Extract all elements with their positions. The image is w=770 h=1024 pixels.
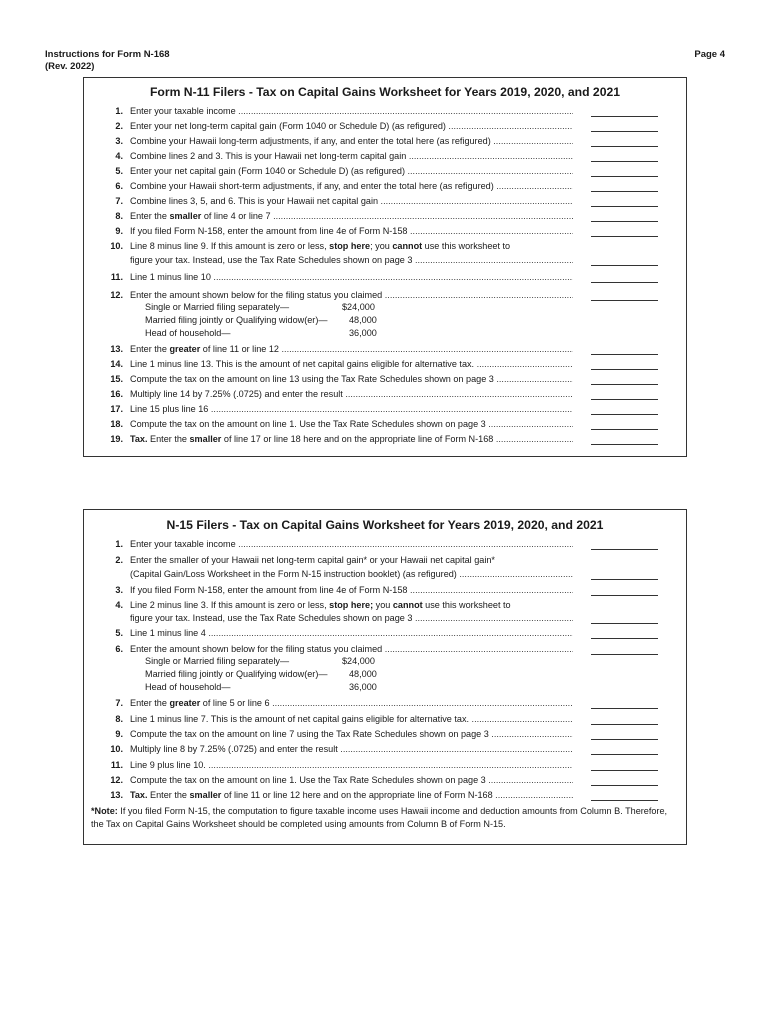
- line-text: Enter the greater of line 11 or line 12 .....: [130, 344, 573, 355]
- line-text: Enter the amount shown below for the filing status you claimed .....: [130, 644, 573, 655]
- line-number: 2.: [115, 555, 123, 565]
- line-number: 14.: [110, 359, 123, 369]
- entry-blank[interactable]: [591, 116, 658, 117]
- line-text: Multiply line 8 by 7.25% (.0725) and enter the result .....: [130, 744, 573, 755]
- filing-status-amount: $24,000: [342, 302, 375, 312]
- line-number: 4.: [115, 600, 123, 610]
- entry-blank[interactable]: [591, 384, 658, 385]
- filing-status-amount: 48,000: [349, 315, 377, 325]
- form-title: Instructions for Form N-168: [45, 49, 170, 60]
- filing-status-label: Married filing jointly or Qualifying widow(er)—: [145, 669, 328, 679]
- line-text: If you filed Form N-158, enter the amount from line 4e of Form N-158 .....: [130, 585, 573, 596]
- filing-status-label: Head of household—: [145, 328, 231, 338]
- line-text: Enter your net capital gain (Form 1040 or Schedule D) (as refigured) .....: [130, 166, 573, 177]
- entry-blank[interactable]: [591, 739, 658, 740]
- entry-blank[interactable]: [591, 785, 658, 786]
- line-text: Line 1 minus line 13. This is the amount of net capital gains eligible for alternative tax. .....: [130, 359, 573, 370]
- line-text: Line 1 minus line 7. This is the amount of net capital gains eligible for alternative tax. .....: [130, 714, 573, 725]
- line-number: 9.: [115, 729, 123, 739]
- line-number: 13.: [110, 790, 123, 800]
- filing-status-amount: 36,000: [349, 328, 377, 338]
- line-text: Line 15 plus line 16 .....: [130, 404, 573, 415]
- line-text: Combine lines 3, 5, and 6. This is your Hawaii net capital gain .....: [130, 196, 573, 207]
- filing-status-label: Single or Married filing separately—: [145, 656, 290, 666]
- entry-blank[interactable]: [591, 206, 658, 207]
- entry-blank[interactable]: [591, 221, 658, 222]
- line-text: Line 2 minus line 3. If this amount is zero or less, stop here; you cannot use this worksheet to: [130, 600, 511, 610]
- line-text: Enter your taxable income .....: [130, 106, 573, 117]
- entry-blank[interactable]: [591, 708, 658, 709]
- line-text: Combine your Hawaii short-term adjustments, if any, and enter the total here (as refigured) .....: [130, 181, 573, 192]
- line-number: 18.: [110, 419, 123, 429]
- line-number: 6.: [115, 181, 123, 191]
- line-text: figure your tax. Instead, use the Tax Rate Schedules shown on page 3 .....: [130, 613, 573, 624]
- line-number: 3.: [115, 585, 123, 595]
- entry-blank[interactable]: [591, 724, 658, 725]
- worksheet-note: [91, 805, 682, 831]
- entry-blank[interactable]: [591, 623, 658, 624]
- line-number: 11.: [110, 272, 123, 282]
- line-number: 5.: [115, 166, 123, 176]
- line-text: Line 1 minus line 4 .....: [130, 628, 573, 639]
- line-text: figure your tax. Instead, use the Tax Rate Schedules shown on page 3 .....: [130, 255, 573, 266]
- line-text: Tax. Enter the smaller of line 11 or line 12 here and on the appropriate line of Form N-168 .....: [130, 790, 573, 801]
- entry-blank[interactable]: [591, 800, 658, 801]
- line-text: Compute the tax on the amount on line 1. Use the Tax Rate Schedules shown on page 3 .....: [130, 419, 573, 430]
- entry-blank[interactable]: [591, 414, 658, 415]
- line-text: Compute the tax on the amount on line 13 using the Tax Rate Schedules shown on page 3 .....: [130, 374, 573, 385]
- filing-status-amount: $24,000: [342, 656, 375, 666]
- entry-blank[interactable]: [591, 549, 658, 550]
- entry-blank[interactable]: [591, 176, 658, 177]
- line-number: 1.: [115, 106, 123, 116]
- note-text: If you filed Form N-15, the computation to figure taxable income uses Hawaii income and deduction amounts from Column B. Therefore, the Tax on Capital Gains Worksheet should be completed using amounts from Column B of Form N-15.: [91, 806, 668, 829]
- filing-status-label: Single or Married filing separately—: [145, 302, 290, 312]
- entry-blank[interactable]: [591, 444, 658, 445]
- line-number: 4.: [115, 151, 123, 161]
- entry-blank[interactable]: [591, 638, 658, 639]
- filing-status-amount: 36,000: [349, 682, 377, 692]
- line-number: 10.: [110, 744, 123, 754]
- line-number: 13.: [110, 344, 123, 354]
- entry-blank[interactable]: [591, 654, 658, 655]
- entry-blank[interactable]: [591, 282, 658, 283]
- line-text: Enter the smaller of line 4 or line 7 .....: [130, 211, 573, 222]
- line-text: Enter your taxable income .....: [130, 539, 573, 550]
- line-text: (Capital Gain/Loss Worksheet in the Form N-15 instruction booklet) (as refigured) .....: [130, 569, 573, 580]
- line-text: If you filed Form N-158, enter the amount from line 4e of Form N-158 .....: [130, 226, 573, 237]
- line-number: 7.: [115, 698, 123, 708]
- line-number: 10.: [110, 241, 123, 251]
- filing-status-amount: 48,000: [349, 669, 377, 679]
- filing-status-label: Married filing jointly or Qualifying widow(er)—: [145, 315, 328, 325]
- line-number: 2.: [115, 121, 123, 131]
- worksheet-title: N-15 Filers - Tax on Capital Gains Worksheet for Years 2019, 2020, and 2021: [166, 518, 604, 532]
- line-text: Enter the smaller of your Hawaii net long-term capital gain* or your Hawaii net capital gain*: [130, 555, 495, 565]
- line-number: 8.: [115, 211, 123, 221]
- line-text: Line 8 minus line 9. If this amount is zero or less, stop here; you cannot use this worksheet to: [130, 241, 511, 251]
- line-number: 1.: [115, 539, 123, 549]
- line-number: 12.: [110, 775, 123, 785]
- line-number: 7.: [115, 196, 123, 206]
- line-number: 16.: [110, 389, 123, 399]
- entry-blank[interactable]: [591, 300, 658, 301]
- form-header: [45, 49, 170, 73]
- line-text: Combine your Hawaii long-term adjustments, if any, and enter the total here (as refigured) .....: [130, 136, 573, 147]
- entry-blank[interactable]: [591, 161, 658, 162]
- entry-blank[interactable]: [591, 595, 658, 596]
- entry-blank[interactable]: [591, 131, 658, 132]
- line-text: Compute the tax on the amount on line 7 using the Tax Rate Schedules shown on page 3 .....: [130, 729, 573, 740]
- line-text: Line 1 minus line 10 .....: [130, 272, 573, 283]
- n15-worksheet: [83, 509, 687, 845]
- line-number: 19.: [110, 434, 123, 444]
- entry-blank[interactable]: [591, 191, 658, 192]
- line-text: Combine lines 2 and 3. This is your Hawaii net long-term capital gain .....: [130, 151, 573, 162]
- worksheet-title: Form N-11 Filers - Tax on Capital Gains Worksheet for Years 2019, 2020, and 2021: [149, 85, 621, 99]
- entry-blank[interactable]: [591, 754, 658, 755]
- entry-blank[interactable]: [591, 770, 658, 771]
- entry-blank[interactable]: [591, 146, 658, 147]
- line-number: 11.: [110, 760, 123, 770]
- entry-blank[interactable]: [591, 429, 658, 430]
- n11-worksheet: [83, 77, 687, 457]
- line-number: 12.: [110, 290, 123, 300]
- line-text: Enter the greater of line 5 or line 6 .....: [130, 698, 573, 709]
- note-label: *Note:: [91, 806, 118, 816]
- line-number: 15.: [110, 374, 123, 384]
- line-text: Tax. Enter the smaller of line 17 or line 18 here and on the appropriate line of Form N-168 .....: [130, 434, 573, 445]
- line-number: 3.: [115, 136, 123, 146]
- line-number: 9.: [115, 226, 123, 236]
- page-number: Page 4: [694, 49, 725, 60]
- line-number: 17.: [110, 404, 123, 414]
- line-text: Enter the amount shown below for the filing status you claimed .....: [130, 290, 573, 301]
- line-text: Compute the tax on the amount on line 1. Use the Tax Rate Schedules shown on page 3 .....: [130, 775, 573, 786]
- line-text: Enter your net long-term capital gain (Form 1040 or Schedule D) (as refigured) .....: [130, 121, 573, 132]
- entry-blank[interactable]: [591, 579, 658, 580]
- line-number: 5.: [115, 628, 123, 638]
- filing-status-label: Head of household—: [145, 682, 231, 692]
- entry-blank[interactable]: [591, 399, 658, 400]
- line-number: 8.: [115, 714, 123, 724]
- entry-blank[interactable]: [591, 236, 658, 237]
- entry-blank[interactable]: [591, 354, 658, 355]
- entry-blank[interactable]: [591, 369, 658, 370]
- line-number: 6.: [115, 644, 123, 654]
- entry-blank[interactable]: [591, 265, 658, 266]
- line-text: Multiply line 14 by 7.25% (.0725) and enter the result .....: [130, 389, 573, 400]
- form-revision: (Rev. 2022): [45, 61, 95, 72]
- line-text: Line 9 plus line 10. .....: [130, 760, 573, 771]
